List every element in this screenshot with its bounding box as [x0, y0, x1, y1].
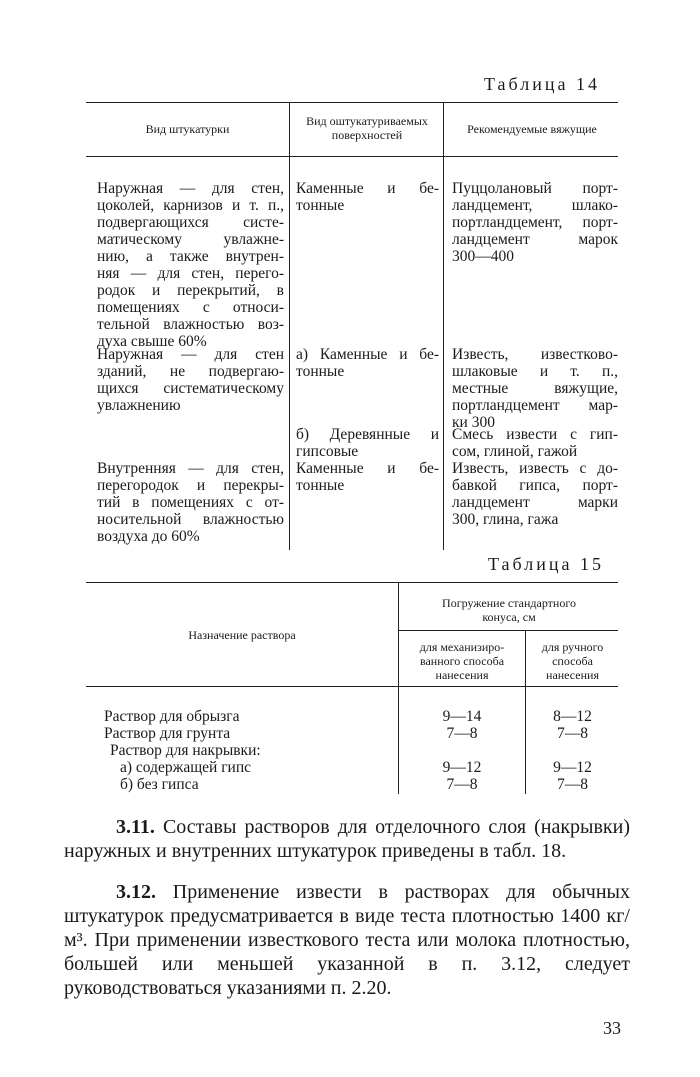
cell-line: цоколей, карнизов и т. п., [97, 197, 284, 214]
table-15-col-divider-2 [525, 630, 526, 794]
cell-line: 300, глина, гажа [452, 511, 559, 528]
cell-line: б) Деревянные и [296, 426, 439, 443]
cell-line: носительной влажностью [97, 511, 284, 528]
cell-line: гипсовые [296, 443, 359, 460]
paragraph-3-11 [64, 815, 630, 863]
table-14-header-surfaces: Вид оштукатуриваемых поверхностей [306, 114, 428, 142]
cell-line: портландцемент мар- [452, 397, 618, 414]
table-14-col1-block-2 [97, 346, 284, 414]
cell-line: помещениях с относи- [97, 299, 284, 316]
cell-line: 300—400 [452, 248, 514, 265]
table-14-col2-block-2 [296, 346, 439, 380]
cell-line: Смесь извести с гип- [452, 426, 618, 443]
cell-line: тонные [296, 363, 345, 380]
cell-line: Внутренняя — для стен, [97, 460, 284, 477]
table-14-header-type: Вид штукатурки [145, 122, 230, 136]
header-line: способа [552, 654, 593, 668]
cell-line: портландцемент, порт- [452, 214, 618, 231]
table-14-col3-block-1 [452, 180, 618, 265]
table-15-header-cone [400, 596, 618, 624]
table-14-header-binders: Рекомендуемые вяжущие [467, 122, 597, 136]
table-15-row-label: Раствор для накрывки: [110, 742, 261, 759]
cell-line: подвергающихся систе- [97, 214, 284, 231]
table-14-col-divider-1 [289, 102, 290, 550]
cell-line: тонные [296, 197, 345, 214]
table-15-row-label: Раствор для обрызга [104, 708, 240, 725]
cell-line: духа свыше 60% [97, 333, 207, 350]
table-15-header-manual [527, 640, 618, 682]
cell-line: нию, а также внутрен- [97, 248, 284, 265]
cell-line: зданий, не подвергаю- [97, 363, 284, 380]
cell-line: Наружная — для стен, [97, 180, 284, 197]
cell-line: ландцемент, шлако- [452, 197, 618, 214]
header-line: нанесения [435, 668, 489, 682]
header-line: Погружение стандартного [442, 596, 576, 610]
table-14-col3-block-2 [452, 346, 618, 431]
cell-line: тонные [296, 477, 345, 494]
table-14-col3-block-3 [452, 426, 618, 460]
cell-line: тий в помещениях с от- [97, 494, 284, 511]
table-15-value-manual: 7—8 [557, 776, 588, 793]
table-14-caption: Таблица 14 [484, 74, 600, 94]
table-14-header-rule [86, 156, 618, 157]
cell-line: тельной влажностью воз- [97, 316, 284, 333]
cell-line: бавкой гипса, порт- [452, 477, 618, 494]
cell-line: ландцемент марки [452, 494, 618, 511]
paragraph-number: 3.11. [116, 816, 155, 838]
table-14-col1-block-3 [97, 460, 284, 545]
table-15-value-mechanized: 7—8 [446, 776, 478, 793]
header-line: ванного способа [419, 654, 505, 668]
cell-line: перегородок и перекры- [97, 477, 284, 494]
cell-line: местные вяжущие, [452, 380, 618, 397]
table-15-value-manual: 7—8 [557, 725, 588, 742]
paragraph-text: Применение извести в растворах для обычных штукатурок предусматривается в виде теста плотностью 1400 кг/м³. При применении известкового теста или молока плотностью, большей или меньшей указанной в п. 3.12, следует руководствоваться указаниями п. 2.20. [64, 881, 630, 999]
table-15-value-mechanized: 7—8 [446, 725, 478, 742]
table-15-header-mechanized [400, 640, 524, 682]
table-15-value-manual: 8—12 [553, 708, 592, 725]
table-15-value-manual: 9—12 [553, 759, 592, 776]
cell-line: воздуха до 60% [97, 528, 200, 545]
cell-line: а) Каменные и бе- [296, 346, 439, 363]
cell-line: няя — для стен, перего- [97, 265, 284, 282]
cell-line: увлажнению [97, 397, 181, 414]
cell-line: родок и перекрытий, в [97, 282, 284, 299]
table-14-col-divider-2 [443, 102, 444, 550]
cell-line: Пуццолановый порт- [452, 180, 618, 197]
cell-line: Известь, известково- [452, 346, 618, 363]
cell-line: ки 300 [452, 414, 495, 431]
table-15-top-rule [86, 582, 618, 583]
table-14-top-rule [86, 102, 618, 103]
table-15-header-purpose: Назначение раствора [188, 628, 296, 642]
table-14-col2-block-4 [296, 460, 439, 494]
table-15-sub-rule [398, 630, 618, 631]
cell-line: матическому увлажне- [97, 231, 284, 248]
table-15-col-divider-1 [398, 582, 399, 794]
header-line: нанесения [546, 668, 599, 682]
table-15-header-rule [86, 686, 618, 687]
cell-line: шлаковые и т. п., [452, 363, 618, 380]
table-14-col3-block-4 [452, 460, 618, 528]
table-14-col2-block-3 [296, 426, 439, 460]
table-15-caption: Таблица 15 [488, 554, 604, 574]
paragraph-text: Составы растворов для отделочного слоя (накрывки) наружных и внутренних штукатурок приведены в табл. 18. [64, 816, 630, 862]
cell-line: Каменные и бе- [296, 460, 439, 477]
paragraph-3-12 [64, 880, 630, 1000]
cell-line: ландцемент марок [452, 231, 618, 248]
table-14-col1-block-1 [97, 180, 284, 350]
table-15-row-label: б) без гипса [120, 776, 199, 793]
table-15-row-label: а) содержащей гипс [120, 759, 252, 776]
cell-line: Известь, известь с до- [452, 460, 618, 477]
paragraph-number: 3.12. [116, 881, 156, 903]
cell-line: Каменные и бе- [296, 180, 439, 197]
table-15-row-label: Раствор для грунта [104, 725, 231, 742]
header-line: для механизиро- [419, 640, 505, 654]
table-14-col2-block-1 [296, 180, 439, 214]
header-line: для ручного [541, 640, 604, 654]
header-line: конуса, см [482, 610, 536, 624]
table-15-value-mechanized: 9—12 [442, 759, 482, 776]
cell-line: щихся систематическому [97, 380, 284, 397]
page-number: 33 [603, 1018, 621, 1038]
cell-line: сом, глиной, гажой [452, 443, 578, 460]
table-15-value-mechanized: 9—14 [442, 708, 482, 725]
cell-line: Наружная — для стен [97, 346, 284, 363]
